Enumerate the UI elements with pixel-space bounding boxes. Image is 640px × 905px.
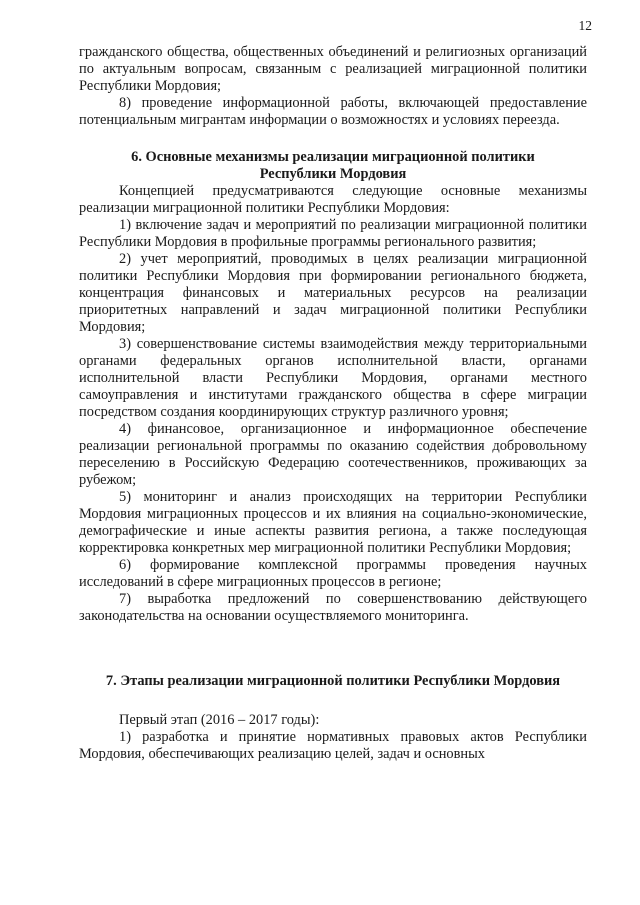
continuation-paragraph: гражданского общества, общественных объединений и религиозных организаций по актуальным вопросам, связанным с реализацией миграционной политики Республики Мордовия; — [79, 44, 587, 94]
section-6-intro: Концепцией предусматриваются следующие основные механизмы реализации миграционной политики Республики Мордовия: — [79, 183, 587, 216]
page-number: 12 — [578, 18, 592, 33]
section-6-heading-line1: 6. Основные механизмы реализации миграционной политики — [131, 149, 535, 165]
list-item: 4) финансовое, организационное и информационное обеспечение реализации региональной программы по оказанию содействия добровольному переселению в Российскую Федерацию соотечественников, проживающих за рубежом; — [79, 421, 587, 488]
list-item: 6) формирование комплексной программы проведения научных исследований в сфере миграционных процессов в регионе; — [79, 557, 587, 590]
list-item: 5) мониторинг и анализ происходящих на территории Республики Мордовия миграционных процессов и их влияния на социально-экономические, демографические и иные аспекты развития региона, а также последующая корректировка конкретных мер миграционной политики Республики Мордовия; — [79, 489, 587, 556]
list-item: 7) выработка предложений по совершенствованию действующего законодательства на основании осуществляемого мониторинга. — [79, 591, 587, 624]
section-7-heading: 7. Этапы реализации миграционной политики Республики Мордовия — [105, 673, 561, 689]
section-6-heading-line2: Республики Мордовия — [259, 166, 407, 182]
list-item: 3) совершенствование системы взаимодействия между территориальными органами федеральных органов исполнительной власти, органами исполнительной власти Республики Мордовия, органами местного самоуправления и институтами гражданского общества в сфере миграции посредством создания координирующих структур различного уровня; — [79, 336, 587, 420]
list-item: 2) учет мероприятий, проводимых в целях реализации миграционной политики Республики Мордовия при формировании регионального бюджета, концентрация финансовых и материальных ресурсов на реализации приоритетных направлений и задач миграционной политики Республики Мордовия; — [79, 251, 587, 335]
list-item-8: 8) проведение информационной работы, включающей предоставление потенциальным мигрантам информации о возможностях и условиях переезда. — [79, 95, 587, 128]
document-body — [79, 44, 587, 763]
section-6-heading — [79, 149, 587, 183]
list-item: 1) включение задач и мероприятий по реализации миграционной политики Республики Мордовия в профильные программы регионального развития; — [79, 217, 587, 250]
stage-label: Первый этап (2016 – 2017 годы): — [119, 712, 320, 728]
list-item: 1) разработка и принятие нормативных правовых актов Республики Мордовия, обеспечивающих реализацию целей, задач и основных — [79, 729, 587, 762]
